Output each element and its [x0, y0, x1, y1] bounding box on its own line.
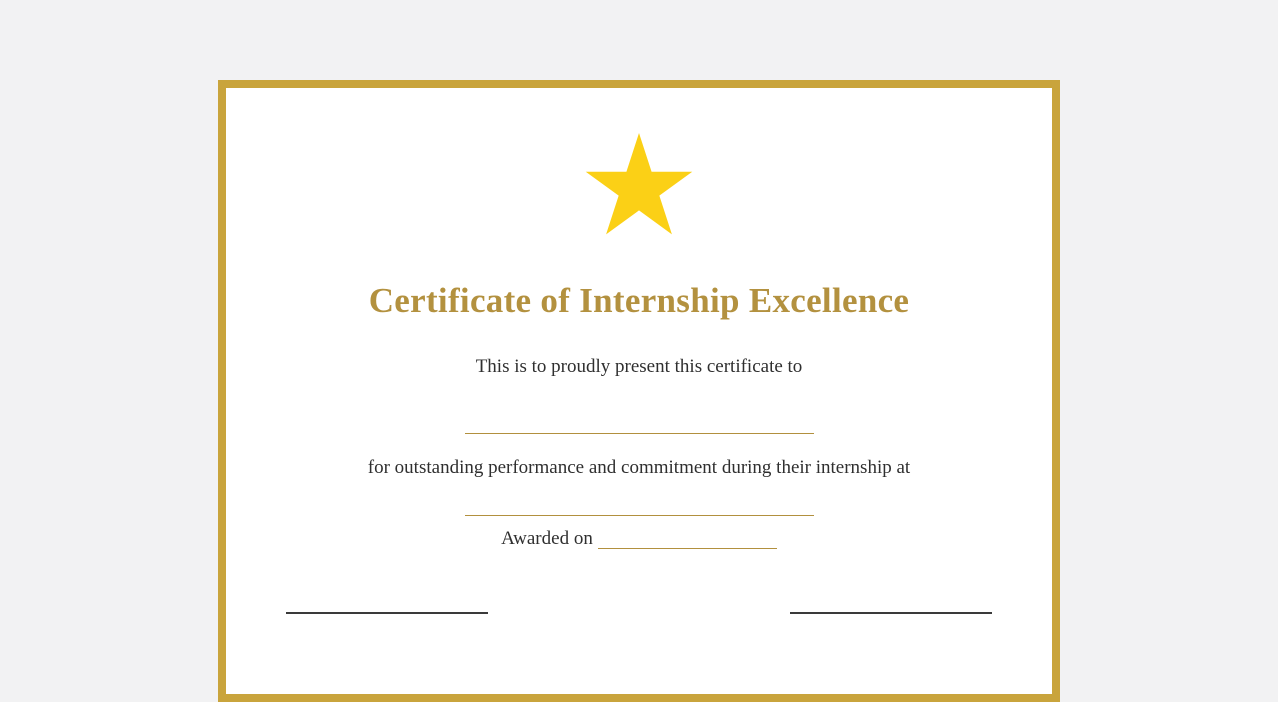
signature-line-left — [286, 612, 488, 614]
recipient-name-line — [465, 433, 814, 434]
awarded-row — [226, 527, 1052, 551]
award-date-line — [598, 548, 777, 549]
signature-line-right — [790, 612, 992, 614]
company-name-line — [465, 515, 814, 516]
certificate-subtitle: This is to proudly present this certificate to — [475, 356, 803, 377]
certificate — [218, 80, 1060, 702]
certificate-title: Certificate of Internship Excellence — [368, 281, 910, 320]
awarded-label: Awarded on — [501, 528, 593, 549]
star-icon — [583, 133, 695, 235]
signature-row — [286, 612, 992, 614]
certificate-body-text: for outstanding performance and commitment during their internship at — [367, 457, 911, 478]
